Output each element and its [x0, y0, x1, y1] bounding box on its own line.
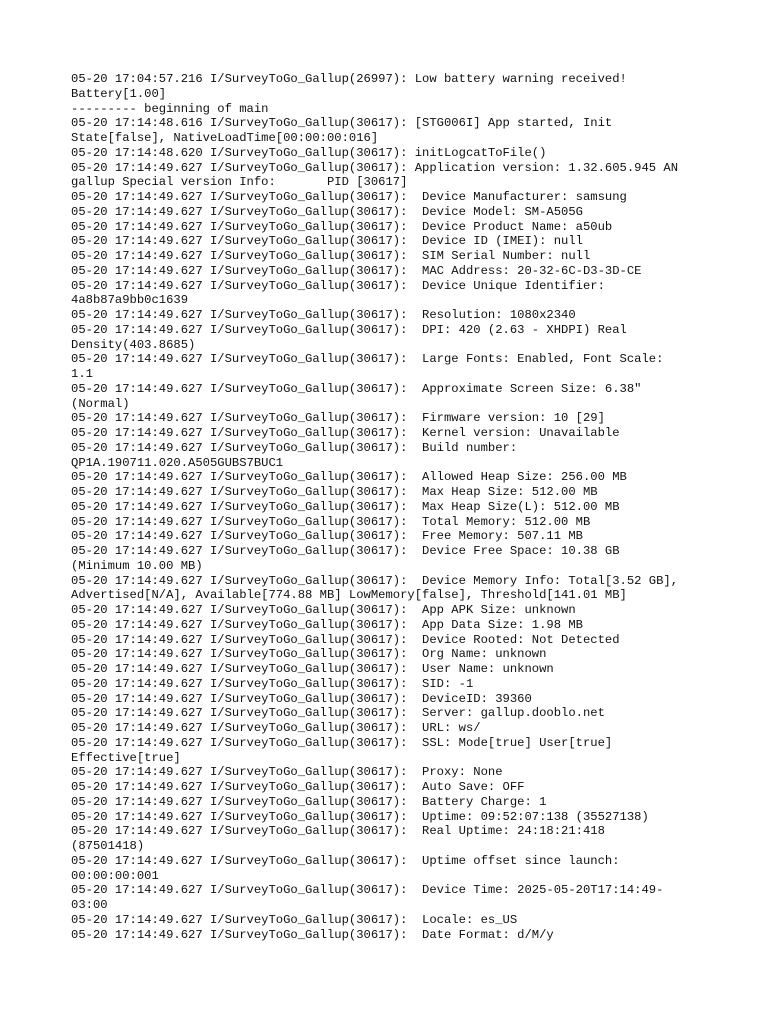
- log-line: 1.1: [71, 367, 93, 381]
- log-line: Effective[true]: [71, 750, 181, 765]
- log-line: 05-20 17:14:49.627 I/SurveyToGo_Gallup(30617): App Data Size: 1.98 MB: [71, 617, 583, 632]
- log-line: 05-20 17:14:49.627 I/SurveyToGo_Gallup(30617): Locale: es_US: [71, 912, 518, 927]
- log-line: 05-20 17:14:49.627 I/SurveyToGo_Gallup(30617): Auto Save: OFF: [71, 780, 525, 794]
- log-line: 05-20 17:14:49.627 I/SurveyToGo_Gallup(30617): Kernel version: Unavailable: [71, 426, 620, 440]
- log-line: 05-20 17:14:49.627 I/SurveyToGo_Gallup(30617): Device Free Space: 10.38 GB: [71, 544, 620, 558]
- log-line: 03:00: [71, 898, 108, 912]
- log-line: Advertised[N/A], Available[774.88 MB] LowMemory[false], Threshold[141.01 MB]: [71, 588, 627, 603]
- log-line: 05-20 17:14:49.627 I/SurveyToGo_Gallup(30617): Free Memory: 507.11 MB: [71, 529, 583, 544]
- log-line: 05-20 17:14:49.627 I/SurveyToGo_Gallup(30617): Device ID (IMEI): null: [71, 234, 583, 249]
- log-line: 05-20 17:14:49.627 I/SurveyToGo_Gallup(30617): Approximate Screen Size: 6.38": [71, 381, 642, 396]
- log-line: 05-20 17:14:48.620 I/SurveyToGo_Gallup(30617): initLogcatToFile(): [71, 145, 547, 160]
- log-line: 05-20 17:14:49.627 I/SurveyToGo_Gallup(30617): Proxy: None: [71, 765, 503, 780]
- log-line: 4a8b87a9bb0c1639: [71, 293, 189, 308]
- log-line: 05-20 17:14:49.627 I/SurveyToGo_Gallup(30617): Device Memory Info: Total[3.52 GB],: [71, 573, 679, 588]
- log-line: 05-20 17:14:49.627 I/SurveyToGo_Gallup(30617): App APK Size: unknown: [71, 603, 576, 617]
- log-line: 05-20 17:14:49.627 I/SurveyToGo_Gallup(30617): SIM Serial Number: null: [71, 249, 591, 263]
- log-line: 05-20 17:14:49.627 I/SurveyToGo_Gallup(30617): MAC Address: 20-32-6C-D3-3D-CE: [71, 263, 642, 278]
- log-line: 05-20 17:14:49.627 I/SurveyToGo_Gallup(30617): Allowed Heap Size: 256.00 MB: [71, 470, 627, 485]
- log-line: (Normal): [71, 396, 130, 411]
- log-line: 05-20 17:04:57.216 I/SurveyToGo_Gallup(26997): Low battery warning received!: [71, 72, 627, 86]
- log-line: 05-20 17:14:49.627 I/SurveyToGo_Gallup(30617): Application version: 1.32.605.945 AN: [71, 160, 679, 175]
- log-line: 05-20 17:14:49.627 I/SurveyToGo_Gallup(30617): Firmware version: 10 [29]: [71, 411, 605, 426]
- log-line: 05-20 17:14:49.627 I/SurveyToGo_Gallup(30617): Device Time: 2025-05-20T17:14:49-: [71, 883, 664, 898]
- log-line: 05-20 17:14:49.627 I/SurveyToGo_Gallup(30617): Device Model: SM-A505G: [71, 204, 583, 219]
- log-line: 05-20 17:14:49.627 I/SurveyToGo_Gallup(30617): DeviceID: 39360: [71, 691, 532, 706]
- log-line: 00:00:00:001: [71, 868, 159, 883]
- log-line: 05-20 17:14:49.627 I/SurveyToGo_Gallup(30617): User Name: unknown: [71, 662, 554, 676]
- log-line: 05-20 17:14:49.627 I/SurveyToGo_Gallup(30617): Total Memory: 512.00 MB: [71, 514, 591, 529]
- log-line: 05-20 17:14:49.627 I/SurveyToGo_Gallup(30617): Device Rooted: Not Detected: [71, 632, 620, 647]
- log-line: 05-20 17:14:49.627 I/SurveyToGo_Gallup(30617): Device Manufacturer: samsung: [71, 190, 627, 204]
- log-line: 05-20 17:14:49.627 I/SurveyToGo_Gallup(30617): Org Name: unknown: [71, 647, 547, 662]
- log-line: QP1A.190711.020.A505GUBS7BUC1: [71, 455, 284, 470]
- log-line: 05-20 17:14:49.627 I/SurveyToGo_Gallup(30617): Uptime: 09:52:07:138 (35527138): [71, 809, 649, 824]
- log-document: [71, 72, 711, 942]
- log-line: 05-20 17:14:49.627 I/SurveyToGo_Gallup(30617): Resolution: 1080x2340: [71, 308, 576, 322]
- log-line: --------- beginning of main: [71, 101, 269, 116]
- log-line: (87501418): [71, 839, 145, 853]
- log-line: Battery[1.00]: [71, 86, 167, 101]
- log-line: gallup Special version Info: PID [30617]: [71, 175, 408, 190]
- log-line: 05-20 17:14:49.627 I/SurveyToGo_Gallup(30617): Device Unique Identifier:: [71, 278, 605, 293]
- log-line: (Minimum 10.00 MB): [71, 558, 203, 573]
- log-line: 05-20 17:14:49.627 I/SurveyToGo_Gallup(30617): Build number:: [71, 440, 518, 455]
- log-line: 05-20 17:14:49.627 I/SurveyToGo_Gallup(30617): Real Uptime: 24:18:21:418: [71, 824, 605, 839]
- log-line: Density(403.8685): [71, 337, 196, 352]
- log-line: 05-20 17:14:49.627 I/SurveyToGo_Gallup(30617): Max Heap Size(L): 512.00 MB: [71, 499, 620, 514]
- log-line: 05-20 17:14:49.627 I/SurveyToGo_Gallup(30617): Uptime offset since launch:: [71, 853, 620, 868]
- log-line: 05-20 17:14:49.627 I/SurveyToGo_Gallup(30617): SSL: Mode[true] User[true]: [71, 735, 613, 750]
- log-line: 05-20 17:14:49.627 I/SurveyToGo_Gallup(30617): Device Product Name: a50ub: [71, 219, 613, 234]
- log-line: 05-20 17:14:49.627 I/SurveyToGo_Gallup(30617): SID: -1: [71, 676, 474, 691]
- log-line: 05-20 17:14:49.627 I/SurveyToGo_Gallup(30617): Date Format: d/M/y: [71, 927, 554, 942]
- log-line: 05-20 17:14:49.627 I/SurveyToGo_Gallup(30617): Server: gallup.dooblo.net: [71, 706, 605, 721]
- log-line: 05-20 17:14:49.627 I/SurveyToGo_Gallup(30617): Large Fonts: Enabled, Font Scale:: [71, 352, 664, 367]
- log-line: State[false], NativeLoadTime[00:00:00:016]: [71, 131, 379, 145]
- log-line: 05-20 17:14:49.627 I/SurveyToGo_Gallup(30617): Battery Charge: 1: [71, 794, 547, 809]
- log-line: 05-20 17:14:48.616 I/SurveyToGo_Gallup(30617): [STG006I] App started, Init: [71, 116, 613, 131]
- log-line: 05-20 17:14:49.627 I/SurveyToGo_Gallup(30617): Max Heap Size: 512.00 MB: [71, 485, 598, 499]
- log-line: 05-20 17:14:49.627 I/SurveyToGo_Gallup(30617): DPI: 420 (2.63 - XHDPI) Real: [71, 322, 627, 337]
- log-line: 05-20 17:14:49.627 I/SurveyToGo_Gallup(30617): URL: ws/: [71, 721, 481, 735]
